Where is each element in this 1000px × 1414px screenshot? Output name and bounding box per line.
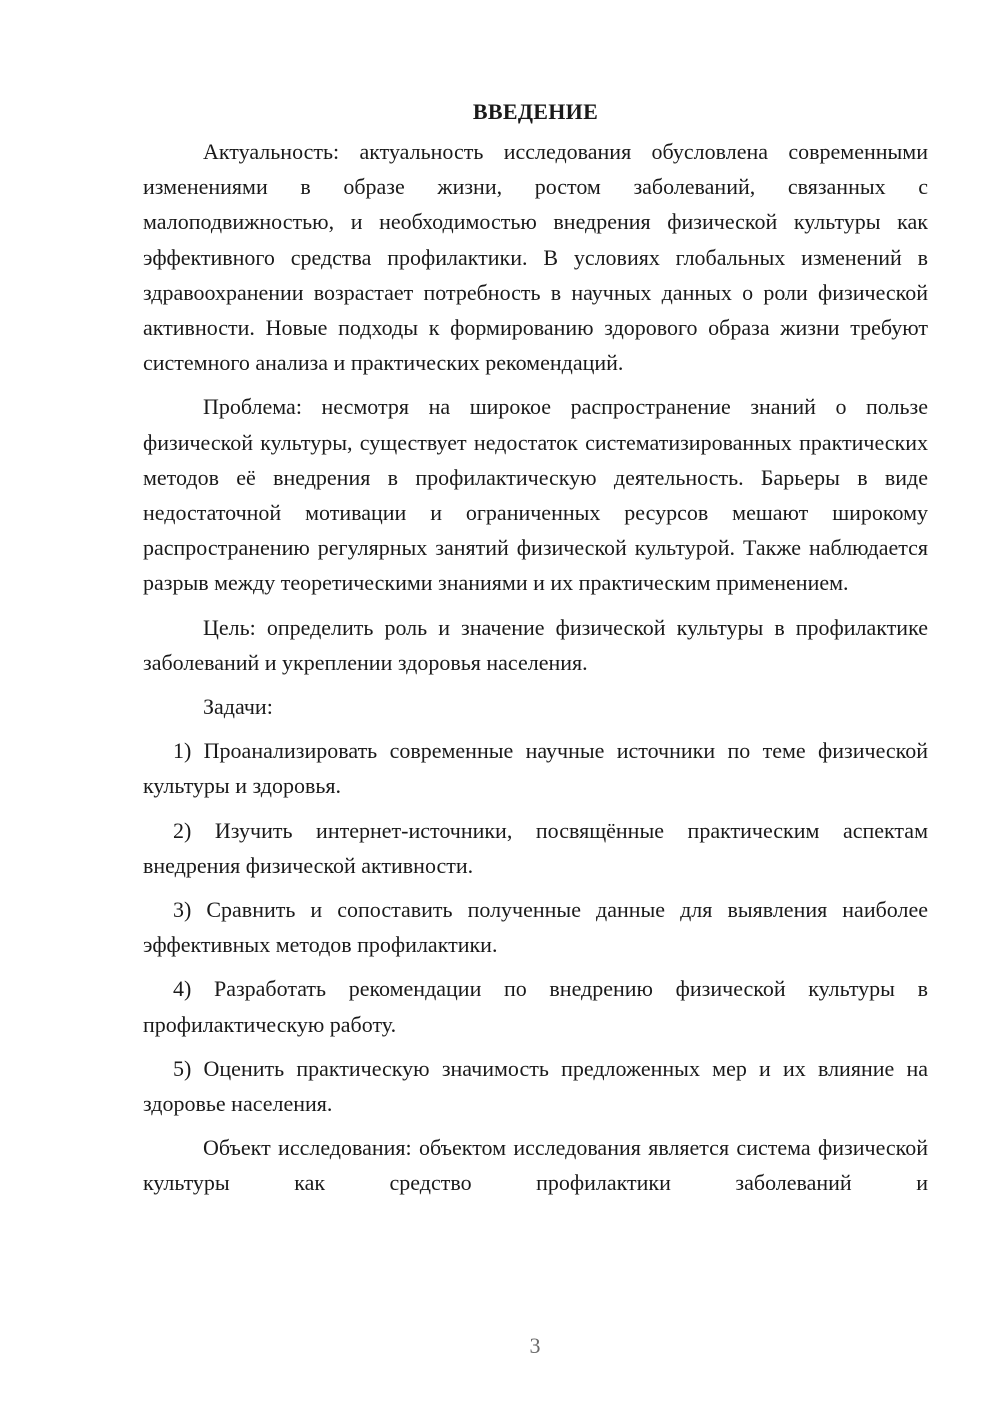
object-paragraph: Объект исследования: объектом исследования является система физической культуры как средство профилактики заболеваний и xyxy=(143,1135,928,1196)
task-item-1: 1) Проанализировать современные научные источники по теме физической культуры и здоровья. xyxy=(143,738,928,799)
page-number: 3 xyxy=(529,1333,541,1358)
goal-paragraph: Цель: определить роль и значение физической культуры в профилактике заболеваний и укреплении здоровья населения. xyxy=(143,614,928,675)
task-item-3: 3) Сравнить и сопоставить полученные данные для выявления наиболее эффективных методов профилактики. xyxy=(143,897,928,958)
task-item-4: 4) Разработать рекомендации по внедрению физической культуры в профилактическую работу. xyxy=(143,976,928,1037)
task-item-2: 2) Изучить интернет-источники, посвящённые практическим аспектам внедрения физической активности. xyxy=(143,817,928,878)
problem-paragraph: Проблема: несмотря на широкое распространение знаний о пользе физической культуры, существует недостаток систематизированных практических методов её внедрения в профилактическую деятельность. Барьеры в виде недостаточной мотивации и ограниченных ресурсов мешают широкому распространению регулярных занятий физической культурой. Также наблюдается разрыв между теоретическими знаниями и их практическим применением. xyxy=(143,394,928,596)
document-page xyxy=(143,94,928,1201)
section-heading: ВВЕДЕНИЕ xyxy=(472,99,599,124)
tasks-label: Задачи: xyxy=(203,694,273,720)
relevance-paragraph: Актуальность: актуальность исследования обусловлена современными изменениями в образе жизни, ростом заболеваний, связанных с малоподвижностью, и необходимостью внедрения физической культуры как эффективного средства профилактики. В условиях глобальных изменений в здравоохранении возрастает потребность в научных данных о роли физической активности. Новые подходы к формированию здорового образа жизни требуют системного анализа и практических рекомендаций. xyxy=(143,139,928,376)
task-item-5: 5) Оценить практическую значимость предложенных мер и их влияние на здоровье населения. xyxy=(143,1055,928,1117)
